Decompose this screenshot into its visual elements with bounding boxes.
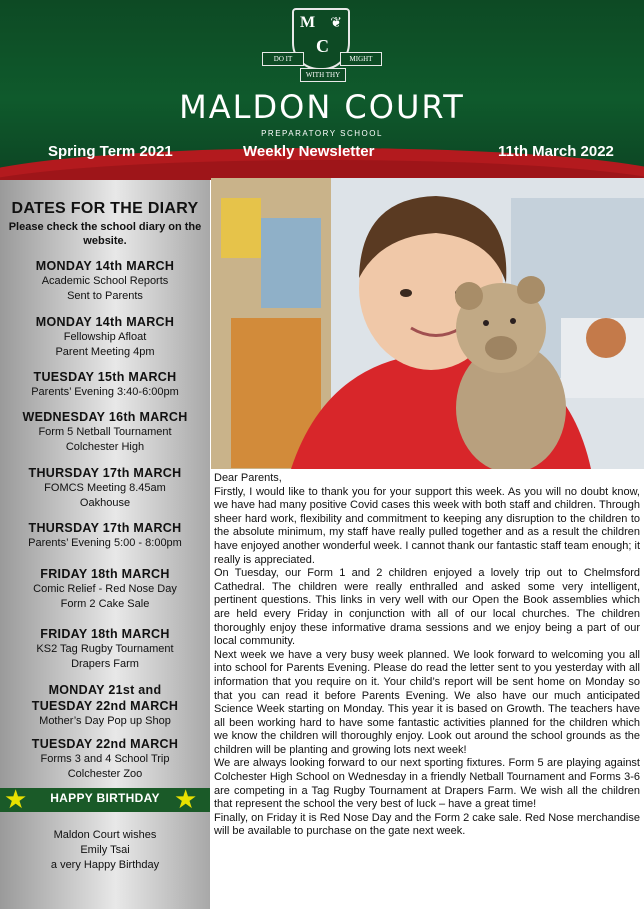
headteacher-letter xyxy=(214,472,640,839)
event-line: Mother’s Day Pop up Shop xyxy=(39,715,171,727)
event-line: Form 5 Netball Tournament xyxy=(38,426,172,438)
birthday-line: a very Happy Birthday xyxy=(50,859,160,871)
event-line: Academic School Reports xyxy=(41,275,169,287)
newsletter-label: Weekly Newsletter xyxy=(243,143,375,160)
diary-event xyxy=(0,258,210,304)
event-line: Sent to Parents xyxy=(67,290,143,302)
diary-event xyxy=(0,369,210,400)
event-day: FRIDAY 18th MARCH xyxy=(40,567,170,581)
diary-event xyxy=(0,520,210,551)
event-line: Form 2 Cake Sale xyxy=(60,598,150,610)
event-line: Parent Meeting 4pm xyxy=(55,346,155,358)
letter-paragraph: Finally, on Friday it is Red Nose Day and the Form 2 cake sale. Red Nose merchandise will be available to purchase on the gate next week. xyxy=(214,811,640,838)
school-subtitle: PREPARATORY SCHOOL xyxy=(261,129,383,138)
event-day: MONDAY 14th MARCH xyxy=(35,315,175,329)
star-icon: ★ xyxy=(174,784,198,814)
newsletter-date: 11th March 2022 xyxy=(498,143,614,160)
event-line: Comic Relief - Red Nose Day xyxy=(33,583,177,595)
oak-leaf-icon: ❦ xyxy=(330,14,342,30)
event-line: KS2 Tag Rugby Tournament xyxy=(36,643,174,655)
event-day: MONDAY 21st and TUESDAY 22nd MARCH xyxy=(31,683,179,713)
crest-motto-right: MIGHT xyxy=(340,52,382,66)
sidebar-subtitle: Please check the school diary on the website. xyxy=(8,221,202,247)
event-day: TUESDAY 22nd MARCH xyxy=(31,737,179,751)
letter-paragraph: Firstly, I would like to thank you for your support this week. As you will no doubt know, we have had many positive Covid cases this week with both staff and children. Through sheer hard work, flexibility and commitment to keeping any disruption to the children to the absolute minimum, my staff have really pulled together and as a result the children have enjoyed another wonderful week. I cannot thank our fantastic staff team enough; it really is appreciated. xyxy=(214,485,641,566)
birthday-label: HAPPY BIRTHDAY xyxy=(50,791,160,805)
term-label: Spring Term 2021 xyxy=(48,143,173,160)
star-icon: ★ xyxy=(4,784,28,814)
diary-event xyxy=(0,626,210,672)
event-line: Fellowship Afloat xyxy=(63,331,147,343)
school-name: MALDON COURT xyxy=(179,88,465,126)
birthday-line: Maldon Court wishes xyxy=(53,829,157,841)
diary-event xyxy=(0,736,210,782)
event-line: FOMCS Meeting 8.45am xyxy=(44,482,166,494)
event-line: Parents’ Evening 5:00 - 8:00pm xyxy=(28,537,182,549)
event-line: Oakhouse xyxy=(79,497,131,509)
child-with-teddy-photo xyxy=(211,178,644,469)
diary-event xyxy=(0,682,210,729)
event-day: THURSDAY 17th MARCH xyxy=(28,521,182,535)
event-day: WEDNESDAY 16th MARCH xyxy=(22,410,188,424)
photo-illustration xyxy=(211,178,644,469)
event-day: TUESDAY 15th MARCH xyxy=(33,370,177,384)
sidebar-title: DATES FOR THE DIARY xyxy=(11,200,199,217)
letter-greeting: Dear Parents, xyxy=(214,472,282,484)
school-crest-icon: M C ❦ xyxy=(292,8,350,70)
diary-event xyxy=(0,409,210,455)
event-day: MONDAY 14th MARCH xyxy=(35,259,175,273)
letter-paragraph: Next week we have a very busy week planned. We look forward to welcoming you all into school for Parents Evening. Please do read the letter sent to you yesterday with all information that you require on it. Your child’s report will be sent home on Monday so that you can read it before Parents Evening. We also have our much anticipated Science Week starting on Monday. This year it is based on Growth. The teachers have all been working hard to have some fantastic activities planned for the children which we know the children will thoroughly enjoy. Look out around the school grounds as the children will be planting and growing lots next week! xyxy=(214,648,640,756)
event-line: Drapers Farm xyxy=(71,658,139,670)
birthday-banner xyxy=(0,784,210,814)
birthday-line: Emily Tsai xyxy=(80,844,130,856)
event-line: Colchester Zoo xyxy=(67,768,143,780)
birthday-message xyxy=(0,828,210,873)
event-day: FRIDAY 18th MARCH xyxy=(40,627,170,641)
newsletter-header xyxy=(0,0,644,180)
diary-event xyxy=(0,465,210,511)
diary-event xyxy=(0,314,210,360)
crest-motto-bottom: WITH THY xyxy=(300,68,346,82)
letter-paragraph: On Tuesday, our Form 1 and 2 children enjoyed a lovely trip out to Chelmsford Cathedral. The children were really enthralled and asked some very intelligent, pertinent questions. This links in very well with our Open the Book assemblies which are held every Friday in conjunction with all of our local churches. The children thoroughly enjoy these informative drama sessions and we enjoy being a part of our local community. xyxy=(214,567,640,648)
diary-event xyxy=(0,566,210,612)
crest-motto-left: DO IT xyxy=(262,52,304,66)
event-line: Forms 3 and 4 School Trip xyxy=(40,753,170,765)
event-line: Parents’ Evening 3:40-6:00pm xyxy=(31,386,179,398)
letter-paragraph: We are always looking forward to our next sporting fixtures. Form 5 are playing against Colchester High School on Wednesday in a friendly Netball Tournament and Forms 3-6 are competing in a Tag Rugby Tournament at Drapers Farm. We wish all the children that represent the school the very best of luck – have a great time! xyxy=(214,757,640,811)
event-line: Colchester High xyxy=(65,441,145,453)
event-day: THURSDAY 17th MARCH xyxy=(28,466,182,480)
